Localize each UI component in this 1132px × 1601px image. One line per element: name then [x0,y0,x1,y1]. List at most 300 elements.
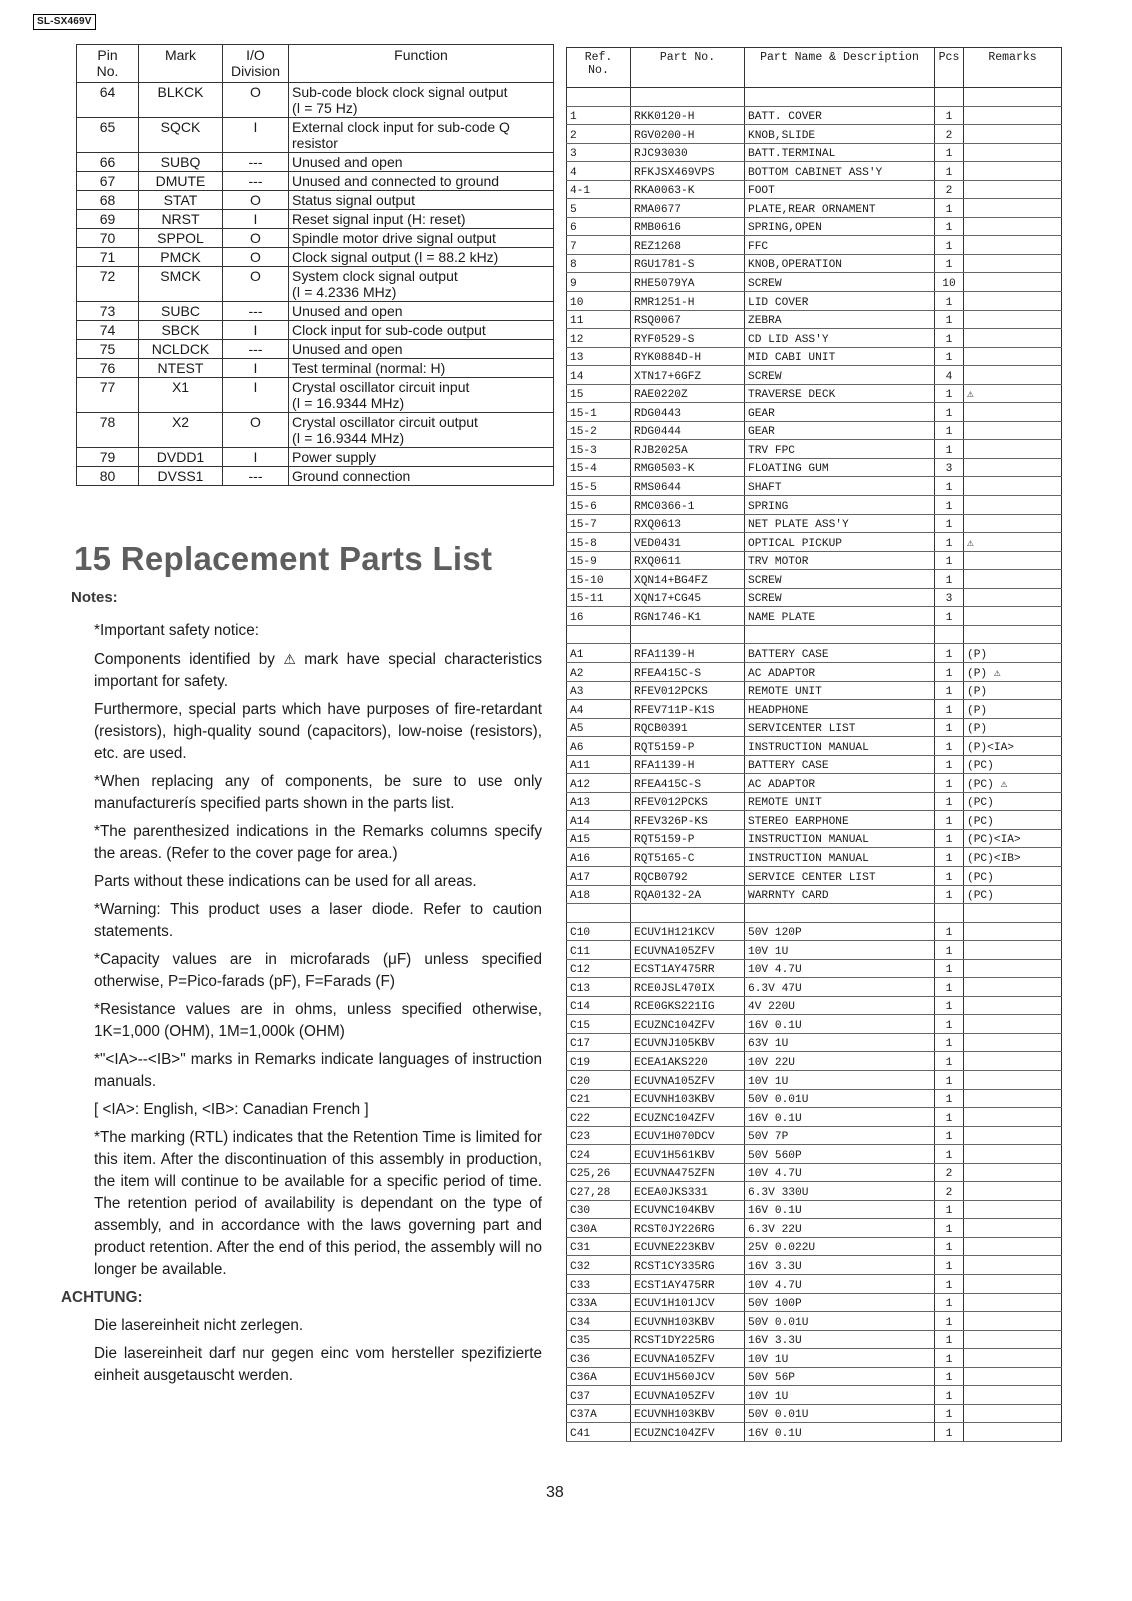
pin-mark: NTEST [139,359,223,378]
pin-io: I [223,448,289,467]
remarks: (P) [964,700,1062,719]
remarks [964,959,1062,978]
remarks [964,570,1062,589]
pin-number: 78 [77,413,139,448]
part-number: VED0431 [631,533,745,552]
remarks [964,88,1062,107]
safety-pre: Components identified by [94,651,275,668]
ref-number: C17 [567,1033,631,1052]
parts-row [567,366,1062,385]
parts-row [567,1219,1062,1238]
pin-io: I [223,321,289,340]
pieces-count: 1 [935,310,964,329]
pieces-count [935,625,964,644]
part-number: RFA1139-H [631,644,745,663]
ref-number: C11 [567,941,631,960]
pieces-count: 2 [935,125,964,144]
parts-row [567,125,1062,144]
pieces-count: 1 [935,866,964,885]
pieces-count: 1 [935,829,964,848]
parts-row [567,273,1062,292]
pieces-count: 1 [935,254,964,273]
remarks [964,1182,1062,1201]
pieces-count: 1 [935,1330,964,1349]
pieces-count: 1 [935,792,964,811]
part-number: ECUV1H560JCV [631,1367,745,1386]
ref-number: 15-10 [567,570,631,589]
ref-number: C22 [567,1108,631,1127]
part-description [745,88,935,107]
remarks [964,1108,1062,1127]
remarks [964,1330,1062,1349]
remarks [964,941,1062,960]
pin-function: Crystal oscillator circuit input (ǀ = 16.9344 MHz) [289,378,554,413]
parts-row [567,644,1062,663]
part-number: RCST1DY225RG [631,1330,745,1349]
part-description: ZEBRA [745,310,935,329]
pieces-count: 1 [935,217,964,236]
ref-number: 15-8 [567,533,631,552]
pieces-count: 1 [935,1108,964,1127]
remarks [964,310,1062,329]
part-description: AC ADAPTOR [745,662,935,681]
part-number: RMC0366-1 [631,496,745,515]
part-description: 50V 0.01U [745,1089,935,1108]
pin-number: 80 [77,467,139,486]
remarks: (P)<IA> [964,737,1062,756]
pieces-count: 1 [935,403,964,422]
ref-number: A5 [567,718,631,737]
ref-number: C37 [567,1386,631,1405]
remarks [964,1163,1062,1182]
part-description: FOOT [745,180,935,199]
part-description: INSTRUCTION MANUAL [745,737,935,756]
page-number: 38 [546,1484,564,1501]
ref-number: A16 [567,848,631,867]
pin-function: Reset signal input (H: reset) [289,210,554,229]
pieces-count: 1 [935,1404,964,1423]
part-description: SHAFT [745,477,935,496]
pieces-count: 1 [935,811,964,830]
parts-table-body [567,88,1062,1442]
pin-io: --- [223,153,289,172]
part-no-col-header: Part No. [631,48,745,88]
model-tag: SL-SX469V [33,14,96,30]
pieces-count: 10 [935,273,964,292]
pieces-count: 1 [935,1070,964,1089]
ref-number: C37A [567,1404,631,1423]
note-capacity: *Capacity values are in microfarads (μF) unless specified otherwise, P=Pico-farads (pF), F=Farads (F) [94,951,542,990]
parts-row [567,792,1062,811]
remarks [964,1275,1062,1294]
part-description: BATT.TERMINAL [745,143,935,162]
ref-number [567,904,631,923]
part-number: ECST1AY475RR [631,959,745,978]
remarks [964,1089,1062,1108]
part-description: PLATE,REAR ORNAMENT [745,199,935,218]
parts-row [567,310,1062,329]
pin-function: Sub-code block clock signal output (ǀ = 75 Hz) [289,83,554,118]
part-description: REMOTE UNIT [745,792,935,811]
remarks [964,273,1062,292]
pieces-count: 1 [935,996,964,1015]
parts-row [567,959,1062,978]
ref-number: 15-6 [567,496,631,515]
parts-row [567,681,1062,700]
ref-number: C15 [567,1015,631,1034]
io-col-header: I/O Division [223,45,289,83]
part-description: 16V 0.1U [745,1015,935,1034]
part-number: RGN1746-K1 [631,607,745,626]
ref-number: C33A [567,1293,631,1312]
parts-row [567,996,1062,1015]
ref-number: 15-4 [567,458,631,477]
part-number: XQN14+BG4FZ [631,570,745,589]
ref-number: 6 [567,217,631,236]
remarks [964,1200,1062,1219]
pieces-count: 1 [935,533,964,552]
parts-row [567,1367,1062,1386]
parts-row [567,533,1062,552]
part-description: BATT. COVER [745,106,935,125]
part-description: TRAVERSE DECK [745,384,935,403]
ref-number: C19 [567,1052,631,1071]
ref-number: 4-1 [567,180,631,199]
pin-io: --- [223,340,289,359]
pin-mark: SQCK [139,118,223,153]
ref-number: A12 [567,774,631,793]
pieces-count: 1 [935,922,964,941]
parts-row [567,1126,1062,1145]
pieces-count: 1 [935,570,964,589]
part-description: INSTRUCTION MANUAL [745,848,935,867]
remarks [964,496,1062,515]
part-description: TRV FPC [745,440,935,459]
pin-row [77,359,554,378]
pieces-count: 1 [935,496,964,515]
parts-row [567,700,1062,719]
parts-row [567,1200,1062,1219]
part-description: SERVICENTER LIST [745,718,935,737]
part-number: RJC93030 [631,143,745,162]
pieces-count: 1 [935,1367,964,1386]
remarks [964,1219,1062,1238]
remarks [964,1404,1062,1423]
achtung-line-1: Die lasereinheit nicht zerlegen. [94,1317,304,1334]
part-description: 50V 7P [745,1126,935,1145]
pin-function: Test terminal (normal: H) [289,359,554,378]
remarks [964,458,1062,477]
mark-col-header: Mark [139,45,223,83]
note-laser-warning: *Warning: This product uses a laser diode. Refer to caution statements. [94,901,542,940]
pin-io: O [223,248,289,267]
parts-row [567,329,1062,348]
pin-mark: SUBC [139,302,223,321]
pieces-count: 1 [935,848,964,867]
ref-number: C23 [567,1126,631,1145]
pieces-count: 1 [935,1256,964,1275]
pieces-count: 1 [935,1015,964,1034]
part-description: 50V 0.01U [745,1404,935,1423]
pin-function: Status signal output [289,191,554,210]
pin-mark: DVSS1 [139,467,223,486]
remarks [964,347,1062,366]
part-description: REMOTE UNIT [745,681,935,700]
note-all-areas: Parts without these indications can be used for all areas. [94,873,477,890]
part-description: 10V 1U [745,941,935,960]
parts-row [567,755,1062,774]
remarks [964,236,1062,255]
parts-row [567,774,1062,793]
part-description: 16V 0.1U [745,1200,935,1219]
remarks [964,1237,1062,1256]
part-number: RFEA415C-S [631,662,745,681]
part-description: STEREO EARPHONE [745,811,935,830]
pieces-count: 1 [935,1237,964,1256]
part-number: RCE0GKS221IG [631,996,745,1015]
part-number: ECUVNH103KBV [631,1089,745,1108]
pieces-count: 1 [935,329,964,348]
ref-number: C24 [567,1145,631,1164]
part-description: WARRNTY CARD [745,885,935,904]
pin-mark: PMCK [139,248,223,267]
remarks: (PC)<IB> [964,848,1062,867]
part-number: ECUZNC104ZFV [631,1108,745,1127]
pin-number: 79 [77,448,139,467]
pin-mark: X1 [139,378,223,413]
pin-io: --- [223,172,289,191]
ref-number: A18 [567,885,631,904]
pin-number: 70 [77,229,139,248]
part-number [631,88,745,107]
parts-row [567,941,1062,960]
part-description: SPRING [745,496,935,515]
parts-row [567,662,1062,681]
remarks [964,1423,1062,1442]
ref-number: C27,28 [567,1182,631,1201]
parts-row [567,570,1062,589]
function-col-header: Function [289,45,554,83]
part-number: ECEA1AKS220 [631,1052,745,1071]
pin-row [77,340,554,359]
part-description: SCREW [745,366,935,385]
pin-function: Clock input for sub-code output [289,321,554,340]
part-number: RQT5165-C [631,848,745,867]
remarks [964,292,1062,311]
part-description: BATTERY CASE [745,644,935,663]
note-retention-time: *The marking (RTL) indicates that the Retention Time is limited for this item. After the discontinuation of this assembly in production, the item will continue to be available for a specific period of time. The retention period of availability is dependant on the type of assembly, and in accordance with the laws governing part and product retention. After the end of this period, the assembly will no longer be available. [94,1129,542,1278]
part-number: RDG0443 [631,403,745,422]
part-number: RQCB0391 [631,718,745,737]
ref-number: A11 [567,755,631,774]
part-description: KNOB,OPERATION [745,254,935,273]
part-number: ECUVNH103KBV [631,1404,745,1423]
parts-row [567,496,1062,515]
ref-number: 12 [567,329,631,348]
part-number: ECUV1H121KCV [631,922,745,941]
part-number [631,625,745,644]
parts-row [567,143,1062,162]
pin-number: 65 [77,118,139,153]
pin-number: 69 [77,210,139,229]
part-number: RFEV012PCKS [631,681,745,700]
part-description [745,904,935,923]
remarks: (PC) [964,792,1062,811]
pin-function: Ground connection [289,467,554,486]
achtung-label: ACHTUNG: [61,1289,143,1306]
ref-number: 15-11 [567,588,631,607]
remarks [964,143,1062,162]
parts-row [567,440,1062,459]
pin-function: Clock signal output (ǀ = 88.2 kHz) [289,248,554,267]
part-description: INSTRUCTION MANUAL [745,829,935,848]
pin-row [77,191,554,210]
part-number: RMS0644 [631,477,745,496]
part-description: 16V 0.1U [745,1423,935,1442]
pin-io: O [223,267,289,302]
ref-number: 15 [567,384,631,403]
pin-row [77,83,554,118]
pieces-count: 1 [935,1200,964,1219]
ref-number: C31 [567,1237,631,1256]
part-description: 6.3V 47U [745,978,935,997]
remarks [964,1145,1062,1164]
remarks [964,1293,1062,1312]
pin-number: 66 [77,153,139,172]
part-number: ECUV1H101JCV [631,1293,745,1312]
part-number: RDG0444 [631,421,745,440]
parts-row [567,514,1062,533]
ref-number: C21 [567,1089,631,1108]
part-number: RFA1139-H [631,755,745,774]
remarks-col-header: Remarks [964,48,1062,88]
part-description: FFC [745,236,935,255]
pieces-count [935,88,964,107]
pieces-count: 1 [935,1423,964,1442]
remarks [964,978,1062,997]
ref-number: 4 [567,162,631,181]
pin-row [77,248,554,267]
pin-function: Unused and open [289,153,554,172]
part-description: 10V 4.7U [745,959,935,978]
remarks: (P) ⚠ [964,662,1062,681]
pin-mark: DVDD1 [139,448,223,467]
ref-number: 7 [567,236,631,255]
part-number: RQT5159-P [631,829,745,848]
part-number: RKK0120-H [631,106,745,125]
pin-io: I [223,359,289,378]
pieces-count: 1 [935,885,964,904]
part-number: RFEA415C-S [631,774,745,793]
replacement-parts-table [566,47,1062,1442]
pin-io: O [223,229,289,248]
warning-triangle-icon: ⚠ [283,651,296,667]
part-description: NAME PLATE [745,607,935,626]
pieces-count: 1 [935,1145,964,1164]
safety-heading: *Important safety notice: [94,622,259,639]
parts-row [567,718,1062,737]
parts-row [567,1275,1062,1294]
remarks [964,199,1062,218]
ref-number: 15-1 [567,403,631,422]
part-number: XQN17+CG45 [631,588,745,607]
part-number: ECUVNA105ZFV [631,1349,745,1368]
ref-number: 1 [567,106,631,125]
pieces-count: 1 [935,681,964,700]
parts-row [567,347,1062,366]
part-number: RQT5159-P [631,737,745,756]
description-col-header: Part Name & Description [745,48,935,88]
remarks [964,106,1062,125]
ref-number: C25,26 [567,1163,631,1182]
pin-col-header: Pin No. [77,45,139,83]
parts-row [567,922,1062,941]
part-number: ECUVNJ105KBV [631,1033,745,1052]
pieces-count: 1 [935,1033,964,1052]
remarks [964,1367,1062,1386]
part-number: RCE0JSL470IX [631,978,745,997]
parts-row [567,1033,1062,1052]
parts-row [567,106,1062,125]
pin-row [77,413,554,448]
remarks [964,588,1062,607]
pieces-count: 1 [935,199,964,218]
ref-number: C35 [567,1330,631,1349]
part-number: RFKJSX469VPS [631,162,745,181]
pieces-count: 1 [935,292,964,311]
pieces-count: 1 [935,774,964,793]
part-number: RFEV012PCKS [631,792,745,811]
pin-row [77,321,554,340]
parts-row [567,811,1062,830]
pcs-col-header: Pcs [935,48,964,88]
pieces-count: 3 [935,588,964,607]
pin-mark: SBCK [139,321,223,340]
parts-row [567,421,1062,440]
pin-number: 74 [77,321,139,340]
pin-io: I [223,210,289,229]
ref-number: C36A [567,1367,631,1386]
remarks [964,1015,1062,1034]
pin-number: 73 [77,302,139,321]
part-description: 50V 560P [745,1145,935,1164]
parts-row [567,848,1062,867]
part-number: RFEV711P-K1S [631,700,745,719]
part-description: 50V 0.01U [745,1312,935,1331]
pieces-count: 1 [935,1219,964,1238]
pieces-count: 1 [935,755,964,774]
pieces-count: 1 [935,1349,964,1368]
pin-mark: SUBQ [139,153,223,172]
pin-mark: STAT [139,191,223,210]
part-description: 50V 100P [745,1293,935,1312]
part-description: SPRING,OPEN [745,217,935,236]
note-special-parts: Furthermore, special parts which have purposes of fire-retardant (resistors), high-quality sound (capacitors), low-noise (resistors), etc. are used. [94,701,542,762]
remarks [964,607,1062,626]
parts-row [567,1423,1062,1442]
remarks [964,1386,1062,1405]
group-separator-row [567,88,1062,107]
safety-post: mark have special characteristics important for safety. [94,651,543,690]
remarks [964,403,1062,422]
pieces-count: 1 [935,384,964,403]
remarks: (PC)<IA> [964,829,1062,848]
ref-number: A2 [567,662,631,681]
pieces-count: 1 [935,347,964,366]
remarks [964,1052,1062,1071]
parts-row [567,1237,1062,1256]
ref-number: 10 [567,292,631,311]
